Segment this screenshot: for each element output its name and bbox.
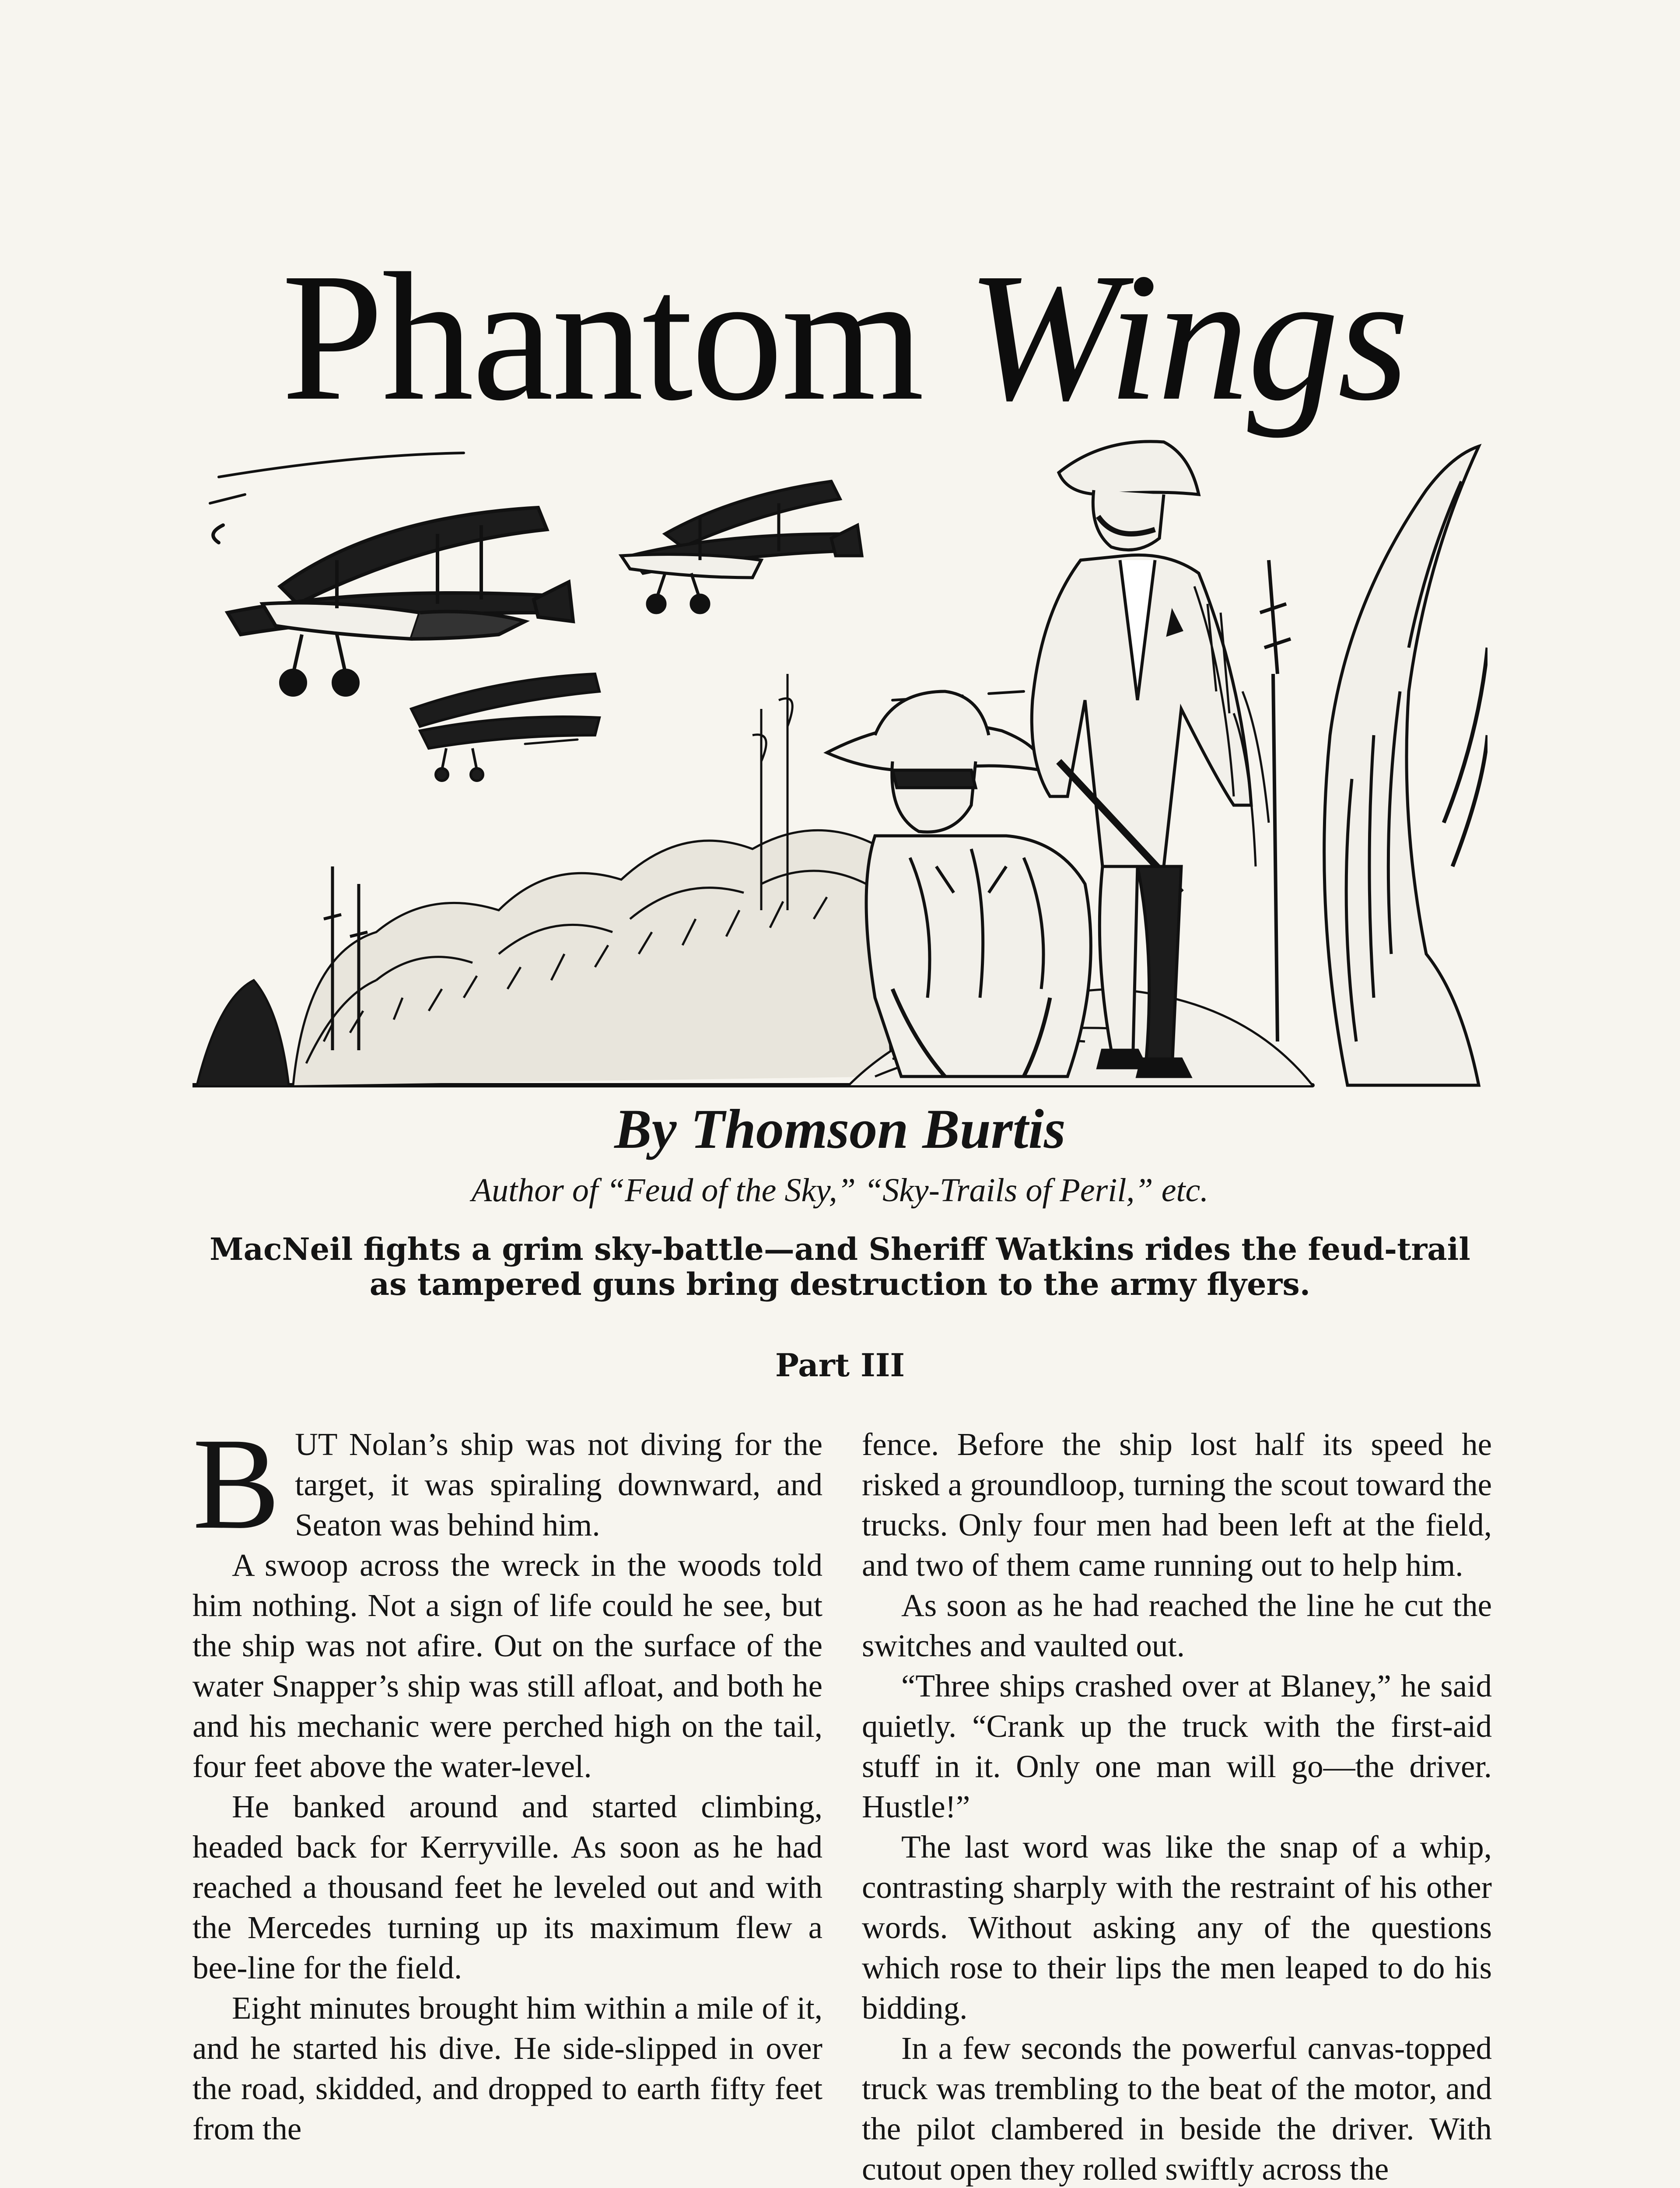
biplane-left <box>228 508 573 695</box>
story-blurb: MacNeil fights a grim sky-battle—and Sheriff Watkins rides the feud-trail as tampered guns bring destruction to the army flyers. <box>210 1231 1470 1302</box>
text-column-left <box>192 1411 822 2149</box>
paragraph: fence. Before the ship lost half its speed he risked a groundloop, turning the scout toward the trucks. Only four men had been left at the field, and two of them came running out to help him. <box>862 1427 1492 1583</box>
illustration-biplanes-and-sheriffs <box>192 429 1488 1094</box>
paragraph: Eight minutes brought him within a mile of it, and he started his dive. He side-slipped in over the road, skidded, and dropped to earth fifty feet from the <box>192 1990 822 2146</box>
biplane-lower <box>411 674 599 781</box>
drop-cap: B <box>192 1411 280 1556</box>
paragraph: “Three ships crashed over at Blaney,” he said quietly. “Crank up the truck with the first-aid stuff in it. Only one man will go—the driver. Hustle!” <box>862 1668 1492 1824</box>
paragraph: He banked around and started climbing, headed back for Kerryville. As soon as he had reached a thousand feet he leveled out and with the Mercedes turning up its maximum flew a bee-line for the field. <box>192 1789 822 1985</box>
story-title: Phantom Wings <box>281 235 1407 438</box>
author-credits: Author of “Feud of the Sky,” “Sky-Trails of Peril,” etc. <box>471 1172 1209 1209</box>
byline: By Thomson Burtis <box>614 1098 1066 1160</box>
paragraph: A swoop across the wreck in the woods told him nothing. Not a sign of life could he see, but the ship was not afire. Out on the surface of the water Snapper’s ship was still afloat, and both he and his mechanic were perched high on the tail, four feet above the water-level. <box>192 1547 822 1784</box>
tree <box>1234 446 1488 1085</box>
paragraph: The last word was like the snap of a whip, contrasting sharply with the restraint of his other words. Without asking any of the questions which rose to their lips the men leaped to do his bidding. <box>862 1829 1492 2026</box>
paragraph: As soon as he had reached the line he cut the switches and vaulted out. <box>862 1588 1492 1663</box>
part-heading: Part III <box>775 1346 905 1384</box>
paragraph: BUT Nolan’s ship was not diving for the target, it was spiraling downward, and Seaton was behind him. <box>192 1411 822 1556</box>
biplane-right <box>621 481 862 613</box>
text-column-right <box>862 1424 1492 2188</box>
paragraph: In a few seconds the powerful canvas-topped truck was trembling to the beat of the motor, and the pilot clambered in beside the driver. With cutout open they rolled swiftly across the <box>862 2030 1492 2187</box>
